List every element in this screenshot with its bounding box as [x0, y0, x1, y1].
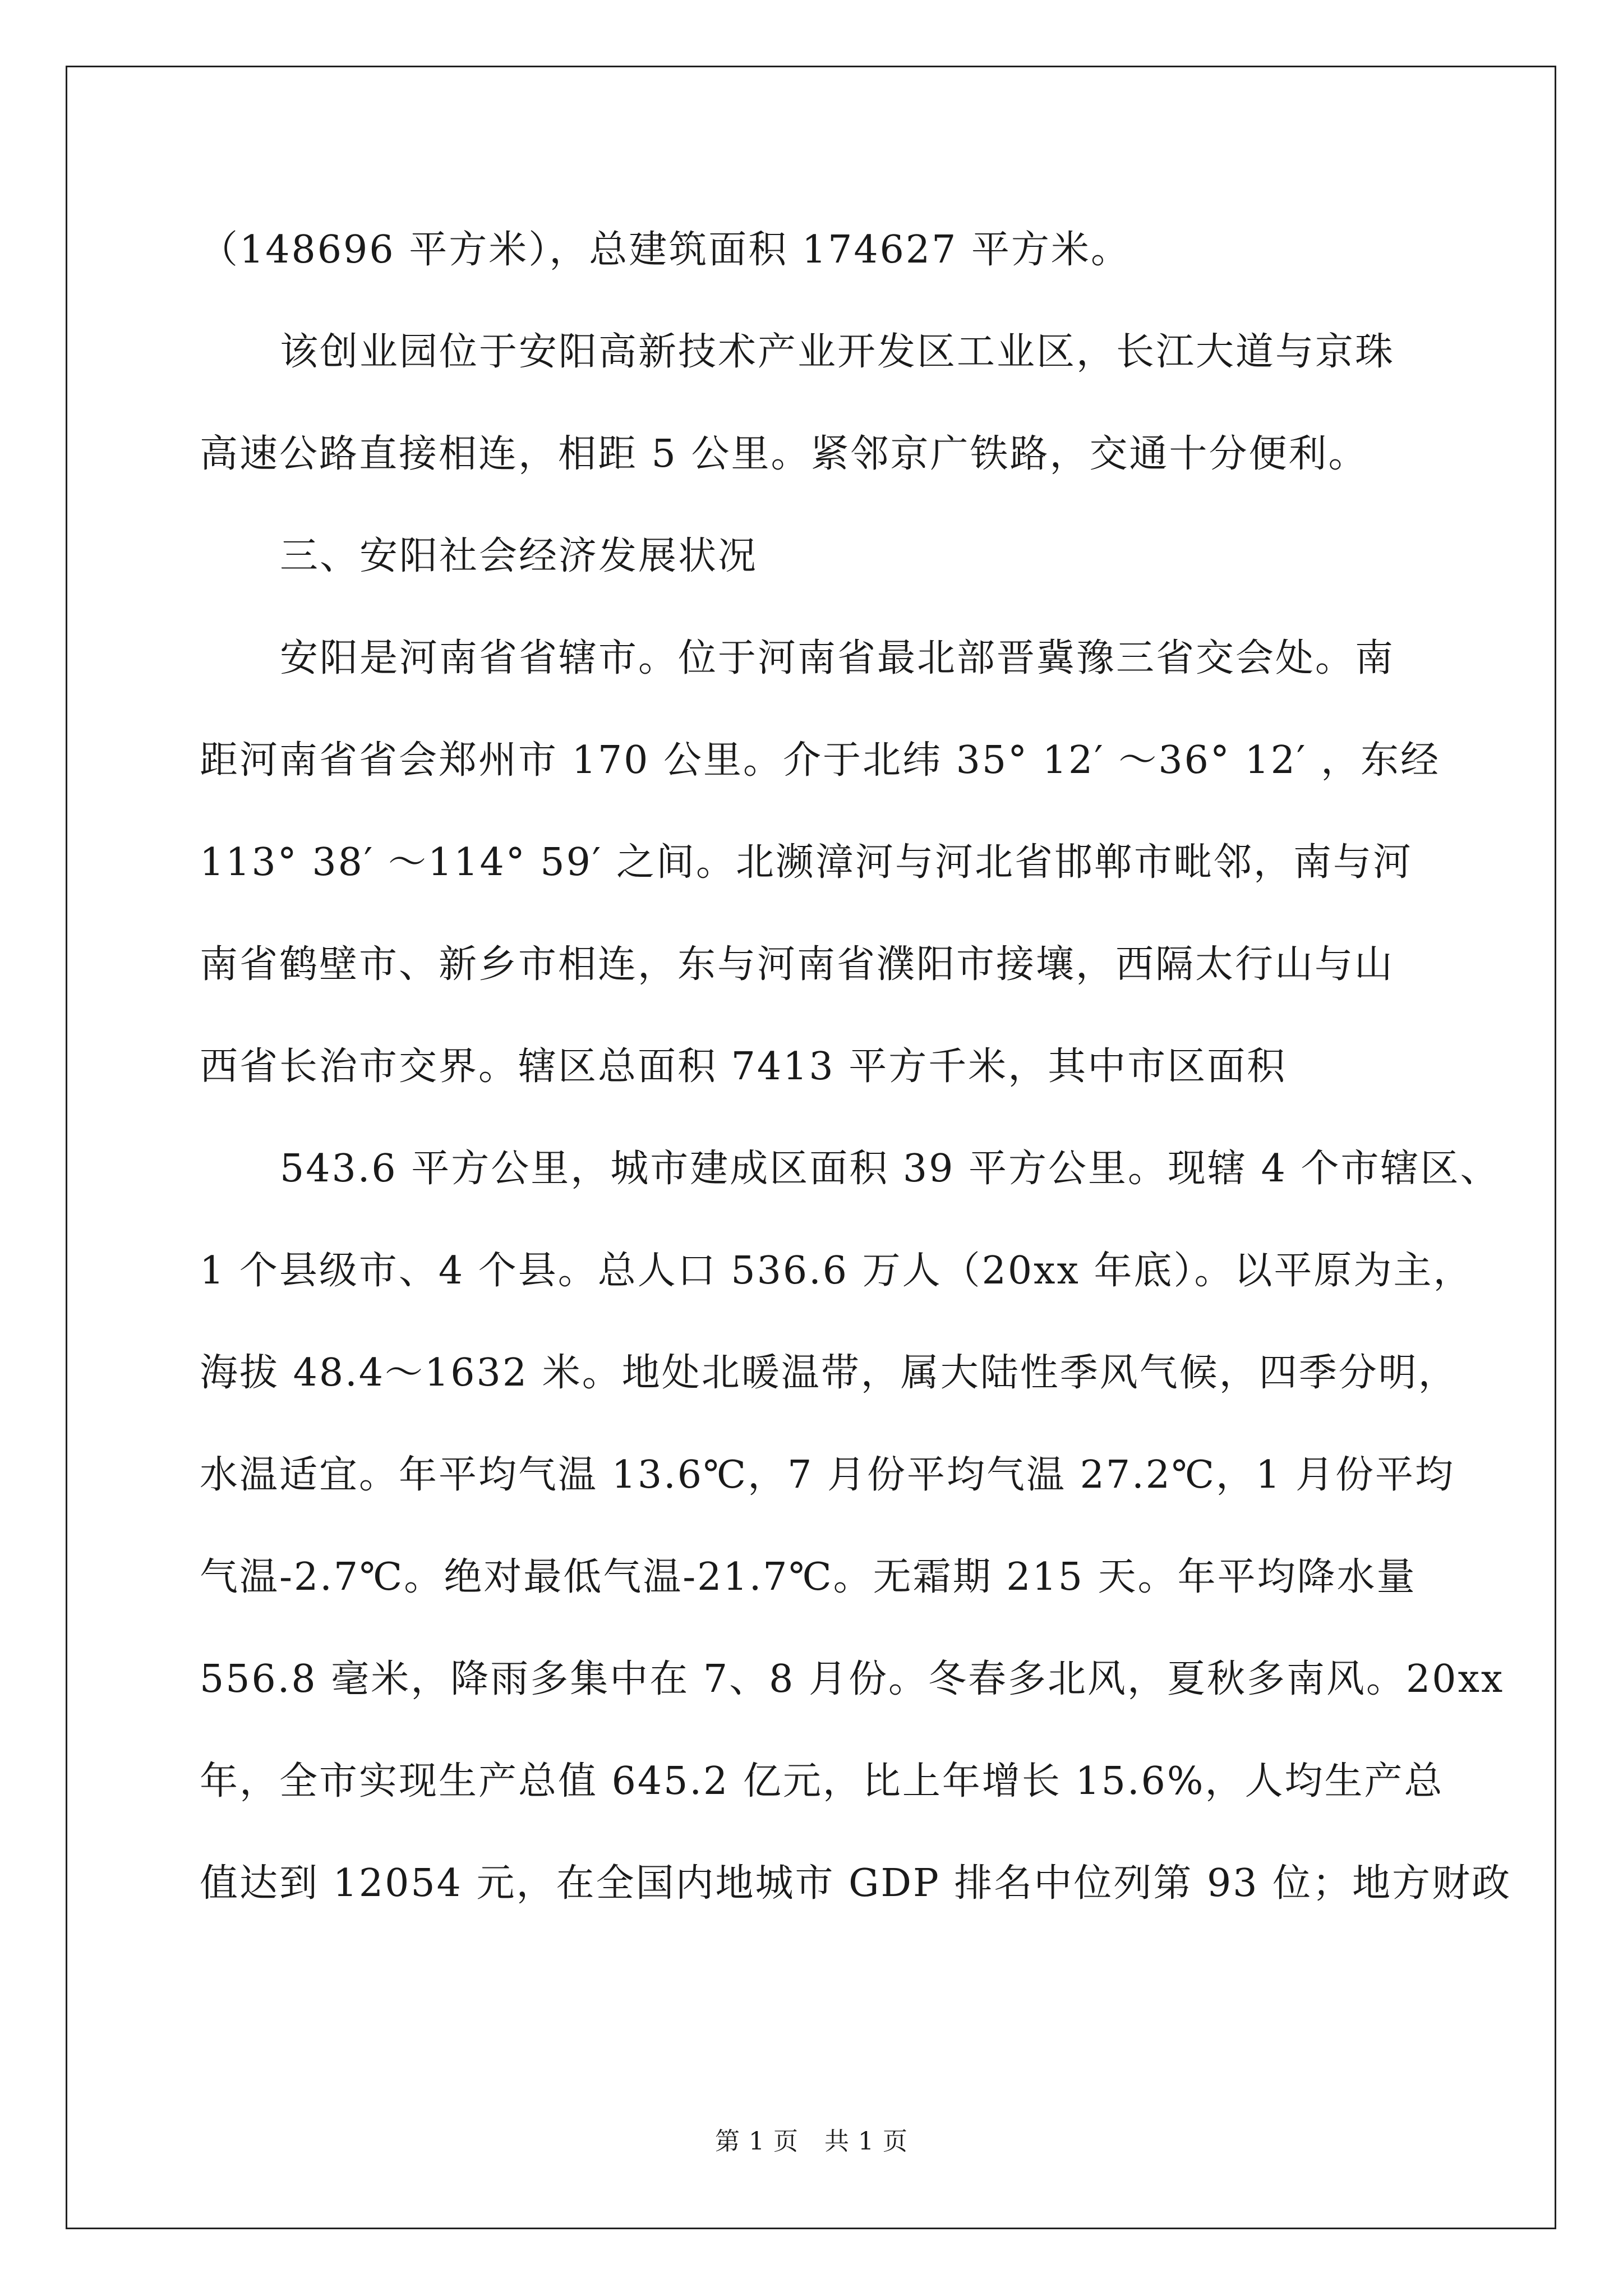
text-line: 该创业园位于安阳高新技术产业开发区工业区，长江大道与京珠 — [280, 330, 1395, 374]
text-line: 年，全市实现生产总值 645.2 亿元，比上年增长 15.6%，人均生产总 — [200, 1759, 1444, 1803]
text-line: 1 个县级市、4 个县。总人口 536.6 万人（20xx 年底）。以平原为主， — [200, 1249, 1473, 1293]
document-body — [200, 199, 1512, 1935]
text-line: 三、安阳社会经济发展状况 — [280, 534, 758, 578]
page-total: 共 1 页 — [824, 2127, 908, 2156]
text-line: 水温适宜。年平均气温 13.6℃，7 月份平均气温 27.2℃，1 月份平均 — [200, 1453, 1455, 1497]
text-line: 海拔 48.4～1632 米。地处北暖温带，属大陆性季风气候，四季分明， — [200, 1351, 1458, 1395]
page-footer — [0, 2125, 1623, 2159]
text-line: 556.8 毫米，降雨多集中在 7、8 月份。冬春多北风，夏秋多南风。20xx — [200, 1657, 1505, 1701]
text-line: 高速公路直接相连，相距 5 公里。紧邻京广铁路，交通十分便利。 — [200, 432, 1368, 476]
text-line: （148696 平方米），总建筑面积 174627 平方米。 — [200, 228, 1131, 272]
text-line: 安阳是河南省省辖市。位于河南省最北部晋冀豫三省交会处。南 — [280, 636, 1395, 680]
text-line: 距河南省省会郑州市 170 公里。介于北纬 35° 12′ ～36° 12′ ，东经 — [200, 738, 1441, 783]
text-line: 气温-2.7℃。绝对最低气温-21.7℃。无霜期 215 天。年平均降水量 — [200, 1555, 1417, 1599]
text-line: 西省长治市交界。辖区总面积 7413 平方千米，其中市区面积 — [200, 1045, 1287, 1089]
page-number: 第 1 页 — [715, 2127, 799, 2156]
text-line: 南省鹤壁市、新乡市相连，东与河南省濮阳市接壤，西隔太行山与山 — [200, 942, 1395, 987]
text-line: 113° 38′ ～114° 59′ 之间。北濒漳河与河北省邯郸市毗邻，南与河 — [200, 840, 1413, 885]
text-line: 值达到 12054 元，在全国内地城市 GDP 排名中位列第 93 位；地方财政 — [200, 1861, 1512, 1906]
text-line: 543.6 平方公里，城市建成区面积 39 平方公里。现辖 4 个市辖区、 — [280, 1147, 1500, 1191]
